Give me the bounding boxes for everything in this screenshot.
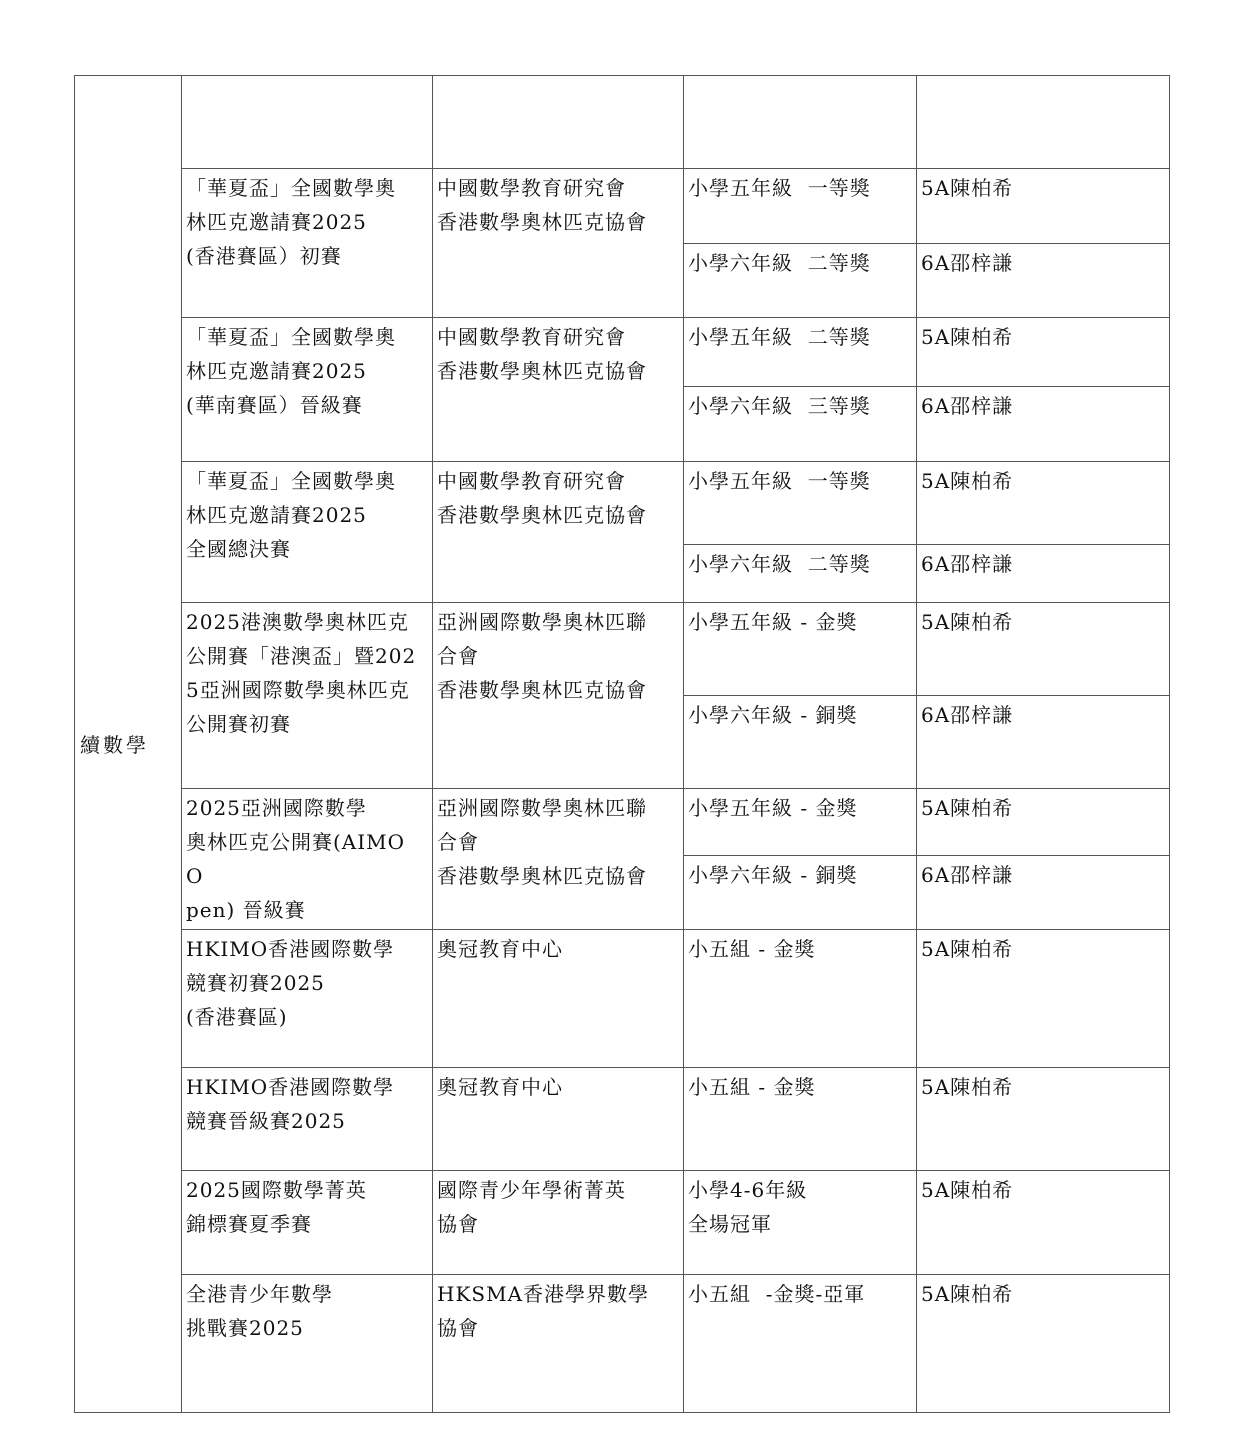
blank-cell — [182, 76, 433, 169]
table-row — [75, 169, 1170, 244]
award-cell: 小學五年級 - 金獎 — [684, 603, 917, 696]
award-cell: 小學五年級 - 金獎 — [684, 789, 917, 856]
competition-cell: 2025國際數學菁英 錦標賽夏季賽 — [182, 1171, 433, 1275]
award-cell: 小學六年級 二等獎 — [684, 244, 917, 318]
award-cell: 小五組 - 金獎 — [684, 1068, 917, 1171]
award-cell: 小學六年級 - 銅獎 — [684, 856, 917, 930]
organizer-cell: HKSMA香港學界數學 協會 — [433, 1275, 684, 1413]
table-row — [75, 1275, 1170, 1413]
organizer-cell: 亞洲國際數學奧林匹聯 合會 香港數學奧林匹克協會 — [433, 789, 684, 930]
organizer-cell: 奧冠教育中心 — [433, 1068, 684, 1171]
competition-cell: HKIMO香港國際數學 競賽晉級賽2025 — [182, 1068, 433, 1171]
subject-cell: 續數學 — [75, 76, 182, 1413]
student-cell: 6A邵梓謙 — [917, 696, 1170, 789]
competition-cell: 全港青少年數學 挑戰賽2025 — [182, 1275, 433, 1413]
competition-cell: 2025港澳數學奧林匹克 公開賽「港澳盃」暨202 5亞洲國際數學奧林匹克 公開賽初賽 — [182, 603, 433, 789]
student-cell: 5A陳柏希 — [917, 789, 1170, 856]
student-cell: 5A陳柏希 — [917, 318, 1170, 387]
student-cell: 5A陳柏希 — [917, 1275, 1170, 1413]
award-cell: 小學五年級 二等獎 — [684, 318, 917, 387]
competition-cell: 「華夏盃」全國數學奧 林匹克邀請賽2025 (華南賽區）晉級賽 — [182, 318, 433, 462]
competition-cell: 「華夏盃」全國數學奧 林匹克邀請賽2025 全國總決賽 — [182, 462, 433, 603]
blank-cell — [917, 76, 1170, 169]
table-row — [75, 1171, 1170, 1275]
table-row — [75, 930, 1170, 1068]
award-cell: 小學五年級 一等獎 — [684, 462, 917, 545]
award-cell: 小學六年級 二等獎 — [684, 545, 917, 603]
award-cell: 小學4-6年級 全場冠軍 — [684, 1171, 917, 1275]
student-cell: 6A邵梓謙 — [917, 545, 1170, 603]
table-row — [75, 318, 1170, 387]
table-row — [75, 603, 1170, 696]
student-cell: 6A邵梓謙 — [917, 856, 1170, 930]
organizer-cell: 中國數學教育研究會 香港數學奧林匹克協會 — [433, 318, 684, 462]
awards-table — [74, 75, 1170, 1413]
blank-cell — [433, 76, 684, 169]
table-row-blank — [75, 76, 1170, 169]
award-cell: 小學五年級 一等獎 — [684, 169, 917, 244]
award-cell: 小學六年級 三等獎 — [684, 387, 917, 462]
blank-cell — [684, 76, 917, 169]
organizer-cell: 中國數學教育研究會 香港數學奧林匹克協會 — [433, 462, 684, 603]
organizer-cell: 中國數學教育研究會 香港數學奧林匹克協會 — [433, 169, 684, 318]
award-cell: 小五組 - 金獎 — [684, 930, 917, 1068]
award-cell: 小五組 -金獎-亞軍 — [684, 1275, 917, 1413]
award-cell: 小學六年級 - 銅獎 — [684, 696, 917, 789]
competition-cell: HKIMO香港國際數學 競賽初賽2025 (香港賽區) — [182, 930, 433, 1068]
student-cell: 5A陳柏希 — [917, 462, 1170, 545]
student-cell: 5A陳柏希 — [917, 1068, 1170, 1171]
table-row — [75, 462, 1170, 545]
organizer-cell: 亞洲國際數學奧林匹聯 合會 香港數學奧林匹克協會 — [433, 603, 684, 789]
table-row — [75, 1068, 1170, 1171]
competition-cell: 「華夏盃」全國數學奧 林匹克邀請賽2025 (香港賽區）初賽 — [182, 169, 433, 318]
student-cell: 5A陳柏希 — [917, 930, 1170, 1068]
table-row — [75, 789, 1170, 856]
student-cell: 5A陳柏希 — [917, 1171, 1170, 1275]
organizer-cell: 奧冠教育中心 — [433, 930, 684, 1068]
student-cell: 5A陳柏希 — [917, 603, 1170, 696]
organizer-cell: 國際青少年學術菁英 協會 — [433, 1171, 684, 1275]
student-cell: 5A陳柏希 — [917, 169, 1170, 244]
student-cell: 6A邵梓謙 — [917, 244, 1170, 318]
student-cell: 6A邵梓謙 — [917, 387, 1170, 462]
competition-cell: 2025亞洲國際數學 奧林匹克公開賽(AIMO O pen) 晉級賽 — [182, 789, 433, 930]
